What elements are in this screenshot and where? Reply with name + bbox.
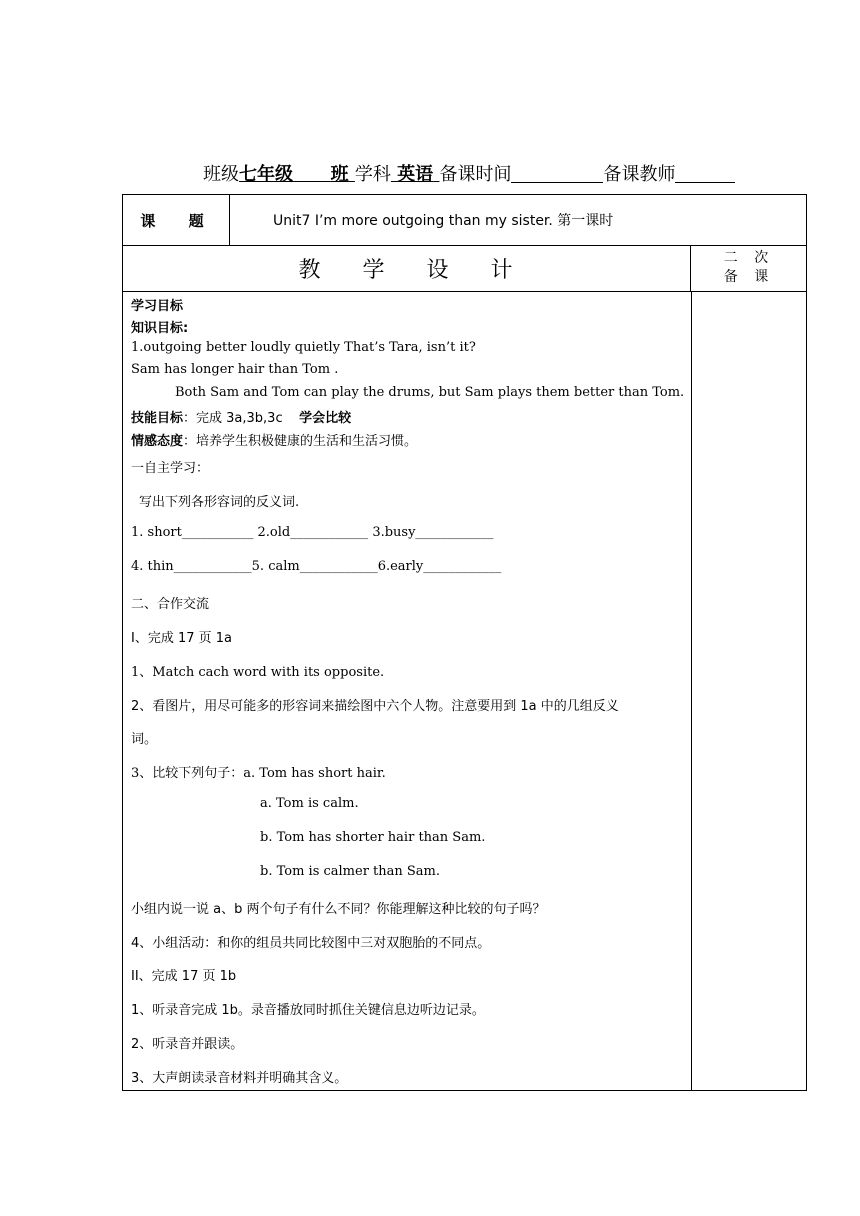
- second-prep-heading: [692, 245, 806, 291]
- prep-time-label: 备课时间: [439, 164, 512, 185]
- part-2-heading: II、完成 17 页 1b: [131, 969, 237, 984]
- part-1-item-2a: 2、看图片，用尽可能多的形容词来描绘图中六个人物。注意要用到 1a 中的几组反义: [131, 699, 619, 714]
- part-1-item-3c: b. Tom has shorter hair than Sam.: [260, 830, 486, 845]
- part-1-item-3: 3、比较下列句子：a. Tom has short hair.: [131, 766, 386, 781]
- second-prep-line2: 备 课: [723, 269, 775, 285]
- antonym-instruction: 写出下列各形容词的反义词.: [139, 495, 300, 510]
- topic-row: [123, 195, 806, 246]
- part-2-item-3: 3、大声朗读录音材料并明确其含义。: [131, 1071, 348, 1086]
- teacher-blank: [675, 164, 735, 183]
- prep-time-blank: [511, 164, 603, 183]
- part-1-item-3b: a. Tom is calm.: [260, 796, 359, 811]
- skill-goals: 技能目标：完成 3a,3b,3c 学会比较: [131, 411, 352, 426]
- design-row: [123, 245, 806, 292]
- header-line: [203, 160, 803, 186]
- group-question: 小组内说一说 a、b 两个句子有什么不同？你能理解这种比较的句子吗？: [131, 902, 546, 917]
- design-heading: 教学设计: [123, 245, 691, 291]
- part-1-item-2b: 词。: [131, 732, 158, 747]
- topic-label: 课 题: [123, 195, 230, 245]
- sentence-1: Sam has longer hair than Tom .: [131, 362, 339, 377]
- part-1-item-3d: b. Tom is calmer than Sam.: [260, 864, 441, 879]
- antonym-row-2: 4. thin____________5. calm____________6.early____________: [131, 559, 502, 574]
- self-study-heading: 一自主学习：: [131, 461, 210, 476]
- sentence-2: Both Sam and Tom can play the drums, but Sam plays them better than Tom.: [175, 385, 685, 400]
- cooperation-heading: 二、合作交流: [131, 597, 210, 612]
- grade-value: 七年级 班: [239, 164, 349, 185]
- second-prep-line1: 二 次: [723, 250, 775, 266]
- vocab-line: 1.outgoing better loudly quietly That’s Tara, isn’t it?: [131, 340, 476, 355]
- subject-label: 学科: [354, 164, 391, 185]
- antonym-row-1: 1. short___________ 2.old____________ 3.busy____________: [131, 525, 494, 540]
- class-label: 班级: [203, 164, 239, 185]
- topic-value: Unit7 I’m more outgoing than my sister. 第一课时: [273, 213, 614, 229]
- subject-value: 英语: [397, 164, 434, 185]
- lesson-plan-table: [122, 194, 807, 1091]
- part-2-item-2: 2、听录音并跟读。: [131, 1037, 244, 1052]
- part-1-heading: I、完成 17 页 1a: [131, 631, 233, 646]
- design-body: [123, 291, 692, 1091]
- part-1-item-4: 4、小组活动：和你的组员共同比较图中三对双胞胎的不同点。: [131, 936, 491, 951]
- teacher-label: 备课教师: [603, 164, 676, 185]
- part-1-item-1: 1、Match cach word with its opposite.: [131, 665, 385, 680]
- knowledge-goals-heading: 知识目标:: [131, 321, 189, 336]
- part-2-item-1: 1、听录音完成 1b。录音播放同时抓住关键信息边听边记录。: [131, 1003, 485, 1018]
- emotion-goals: 情感态度：培养学生积极健康的生活和生活习惯。: [131, 434, 418, 449]
- learning-goals-heading: 学习目标: [131, 299, 184, 314]
